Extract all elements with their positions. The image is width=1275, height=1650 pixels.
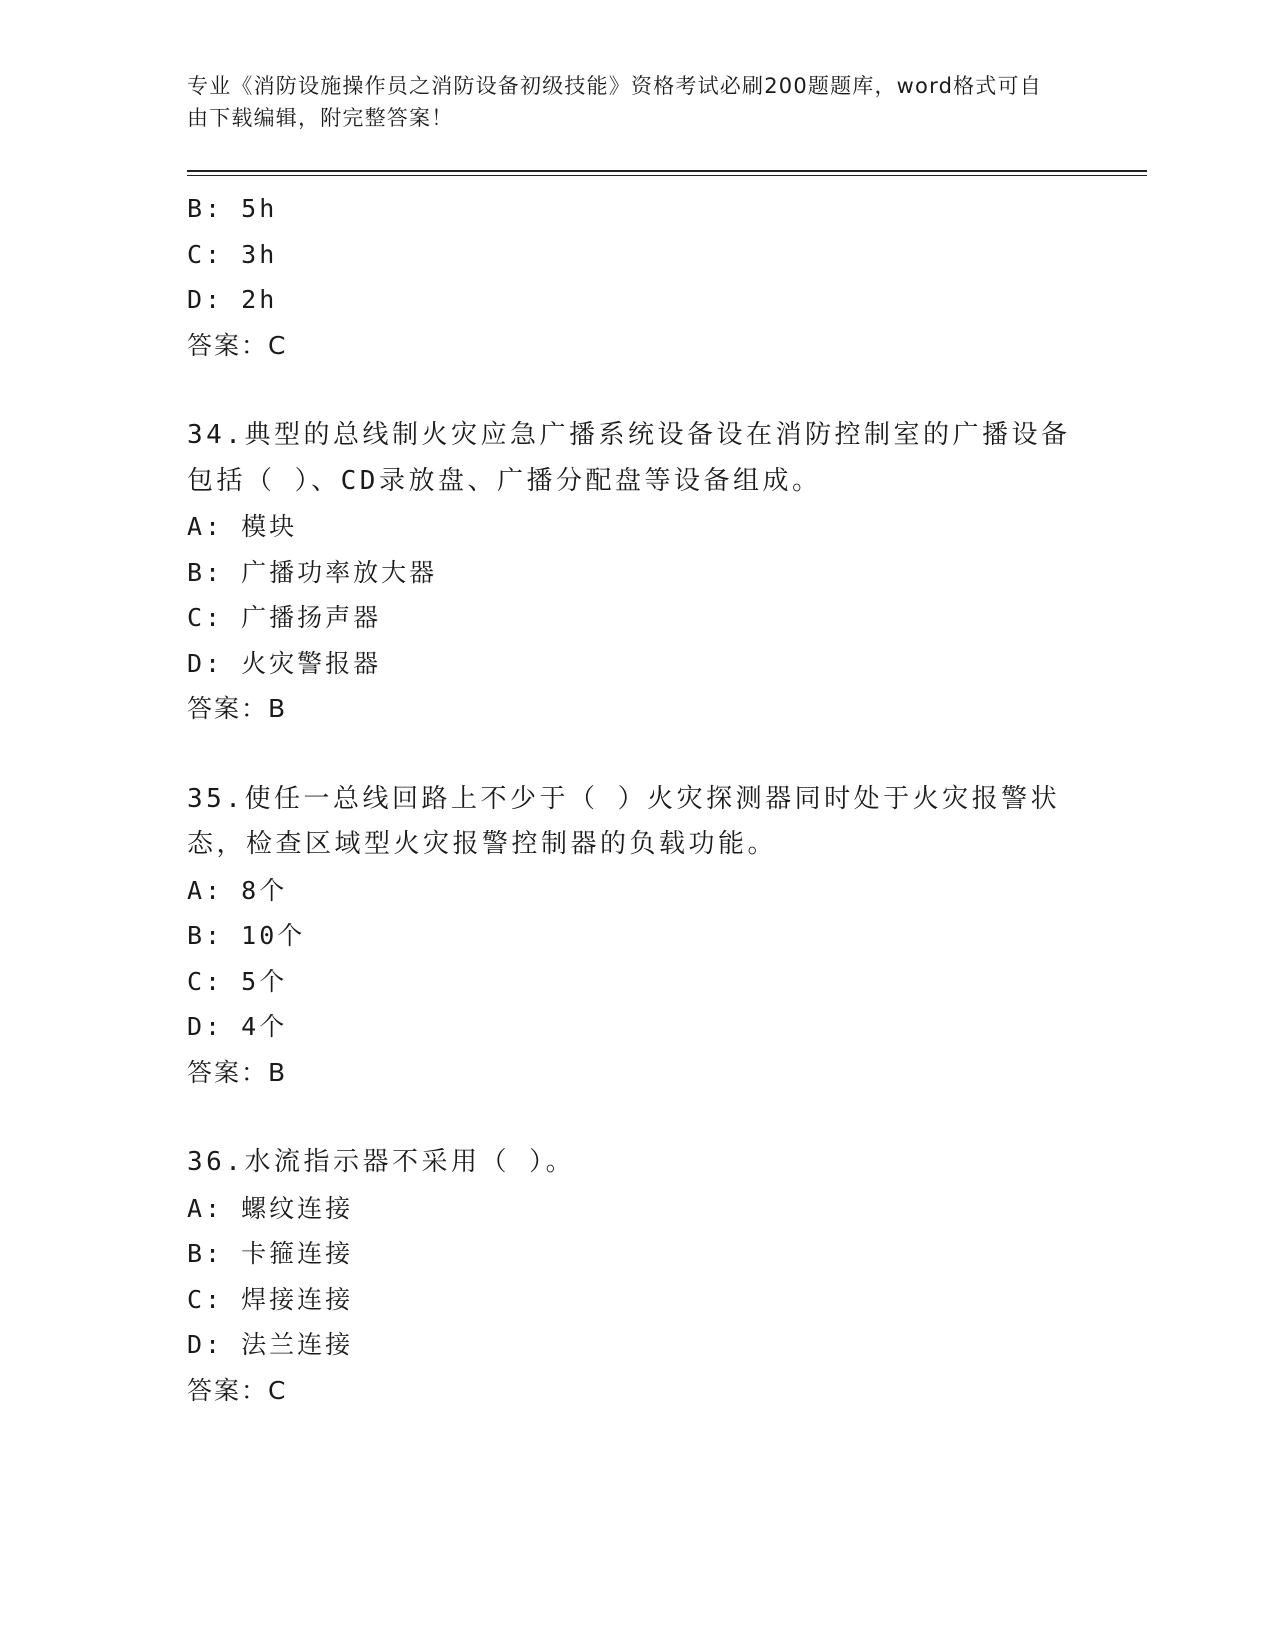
option-d: D: 火灾警报器 <box>187 648 382 678</box>
document-body <box>187 186 1147 1413</box>
option-c: C: 焊接连接 <box>187 1284 354 1314</box>
option-b: B: 卡箍连接 <box>187 1239 354 1268</box>
question-36 <box>187 1140 1147 1413</box>
question-35 <box>187 777 1147 1096</box>
option-b: B: 10个 <box>187 921 306 950</box>
answer-line: 答案：B <box>187 1057 288 1087</box>
option-d: D: 2h <box>187 285 278 314</box>
option-a: A: 螺纹连接 <box>187 1193 354 1223</box>
question-stem: 36.水流指示器不采用（ ）。 <box>187 1147 576 1177</box>
option-b: B: 广播功率放大器 <box>187 557 438 587</box>
option-c: C: 5个 <box>187 966 288 996</box>
question-34 <box>187 413 1147 732</box>
answer-line: 答案：C <box>187 1375 288 1405</box>
document-header-title: 专业《消防设施操作员之消防设备初级技能》资格考试必刷200题题库，word格式可自由下载编辑，附完整答案！ <box>187 74 1042 130</box>
question-stem: 34.典型的总线制火灾应急广播系统设备设在消防控制室的广播设备包括（ ）、CD录放盘、广播分配盘等设备组成。 <box>187 420 1071 496</box>
answer-line: 答案：B <box>187 694 288 723</box>
option-d: D: 法兰连接 <box>187 1330 354 1359</box>
document-page <box>187 70 1147 1413</box>
prev-question-block <box>187 186 1147 368</box>
option-a: A: 模块 <box>187 512 298 541</box>
question-stem: 35.使任一总线回路上不少于（ ）火灾探测器同时处于火灾报警状态，检查区域型火灾报警控制器的负载功能。 <box>187 783 1061 859</box>
option-a: A: 8个 <box>187 875 288 905</box>
option-c: C: 广播扬声器 <box>187 603 382 632</box>
header-divider <box>187 170 1147 176</box>
answer-line: 答案：C <box>187 330 288 360</box>
option-b: B: 5h <box>187 194 278 223</box>
option-c: C: 3h <box>187 239 278 269</box>
option-d: D: 4个 <box>187 1012 288 1041</box>
